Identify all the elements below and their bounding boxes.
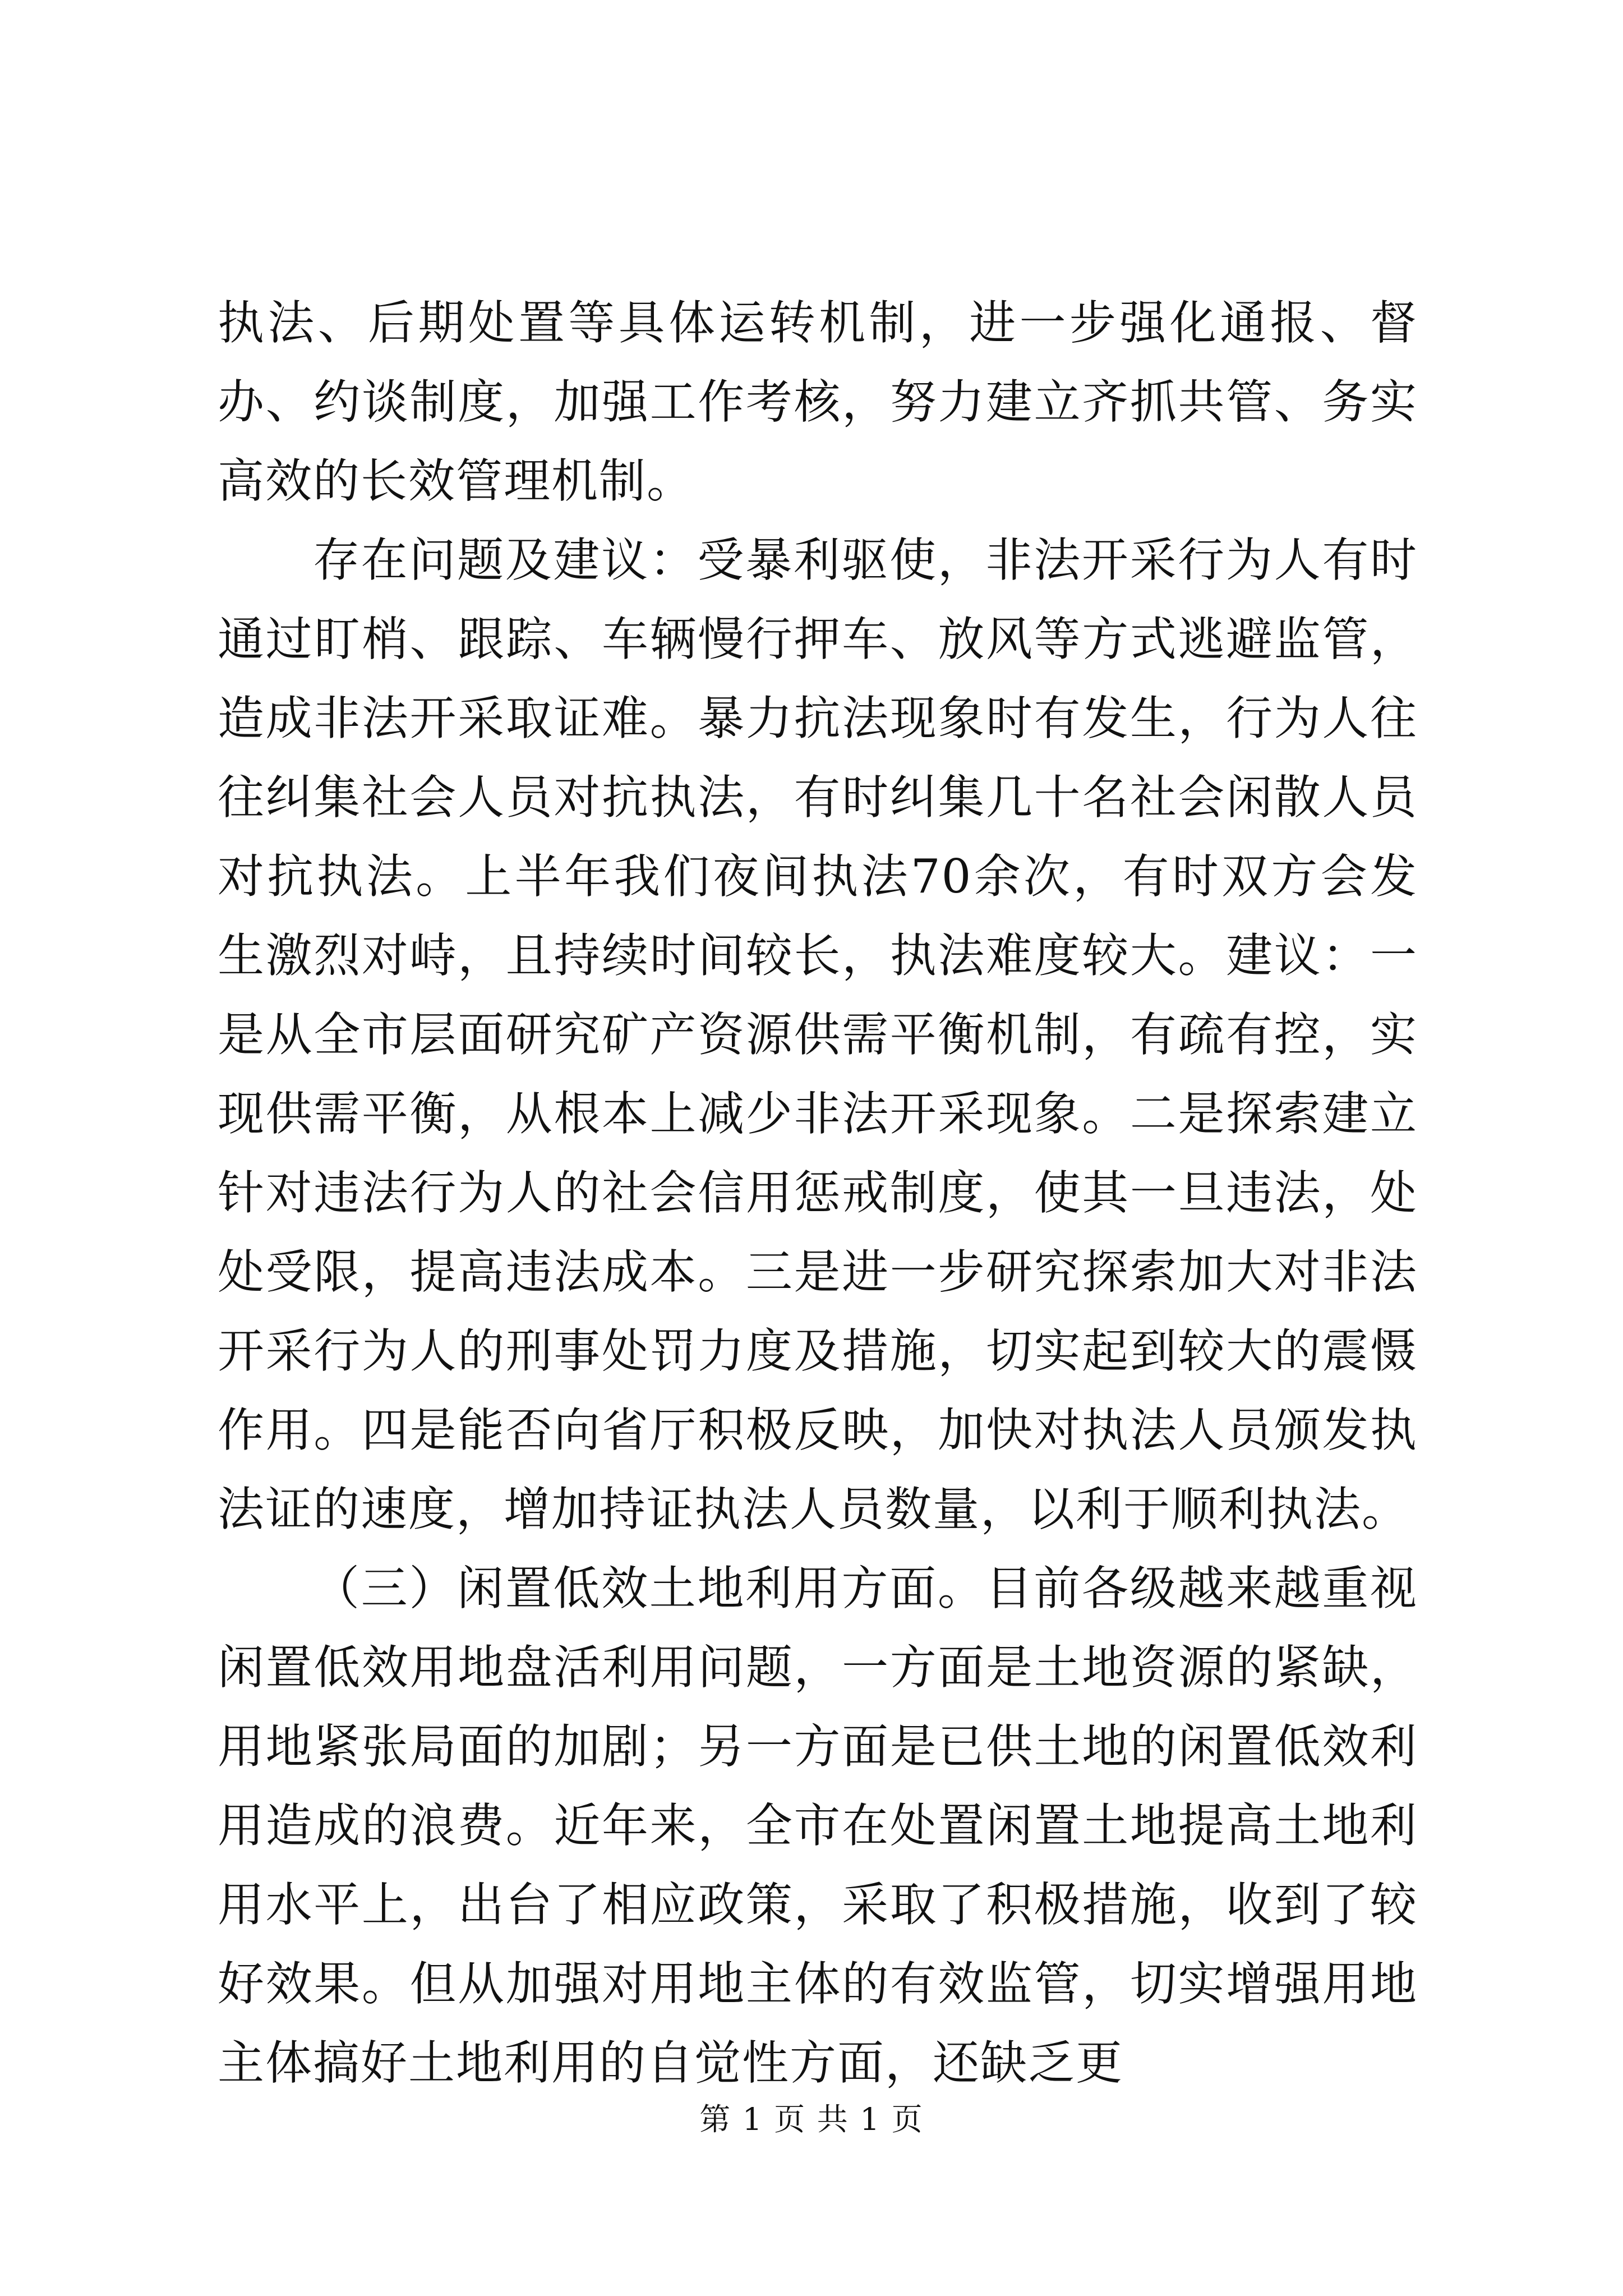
paragraph-continuation: 执法、后期处置等具体运转机制，进一步强化通报、督办、约谈制度，加强工作考核，努力建立齐抓共管、务实高效的长效管理机制。 <box>218 296 1418 508</box>
paragraph-problems-suggestions: 存在问题及建议：受暴利驱使，非法开采行为人有时通过盯梢、跟踪、车辆慢行押车、放风等方式逃避监管，造成非法开采取证难。暴力抗法现象时有发生，行为人往往纠集社会人员对抗执法，有时纠集几十名社会闲散人员对抗执法。上半年我们夜间执法70余次，有时双方会发生激烈对峙，且持续时间较长，执法难度较大。建议：一是从全市层面研究矿产资源供需平衡机制，有疏有控，实现供需平衡，从根本上减少非法开采现象。二是探索建立针对违法行为人的社会信用惩戒制度，使其一旦违法，处处受限，提高违法成本。三是进一步研究探索加大对非法开采行为人的刑事处罚力度及措施，切实起到较大的震慑作用。四是能否向省厅积极反映，加快对执法人员颁发执法证的速度，增加持证执法人员数量，以利于顺利执法。 <box>218 533 1418 1536</box>
page-number-footer: 第 1 页 共 1 页 <box>699 2101 924 2137</box>
paragraph-idle-land-use: （三）闲置低效土地利用方面。目前各级越来越重视闲置低效用地盘活利用问题，一方面是土地资源的紧缺，用地紧张局面的加剧；另一方面是已供土地的闲置低效利用造成的浪费。近年来，全市在处置闲置土地提高土地利用水平上，出台了相应政策，采取了积极措施，收到了较好效果。但从加强对用地主体的有效监管，切实增强用地主体搞好土地利用的自觉性方面，还缺乏更 <box>218 1561 1418 2090</box>
document-body <box>218 283 1418 2102</box>
